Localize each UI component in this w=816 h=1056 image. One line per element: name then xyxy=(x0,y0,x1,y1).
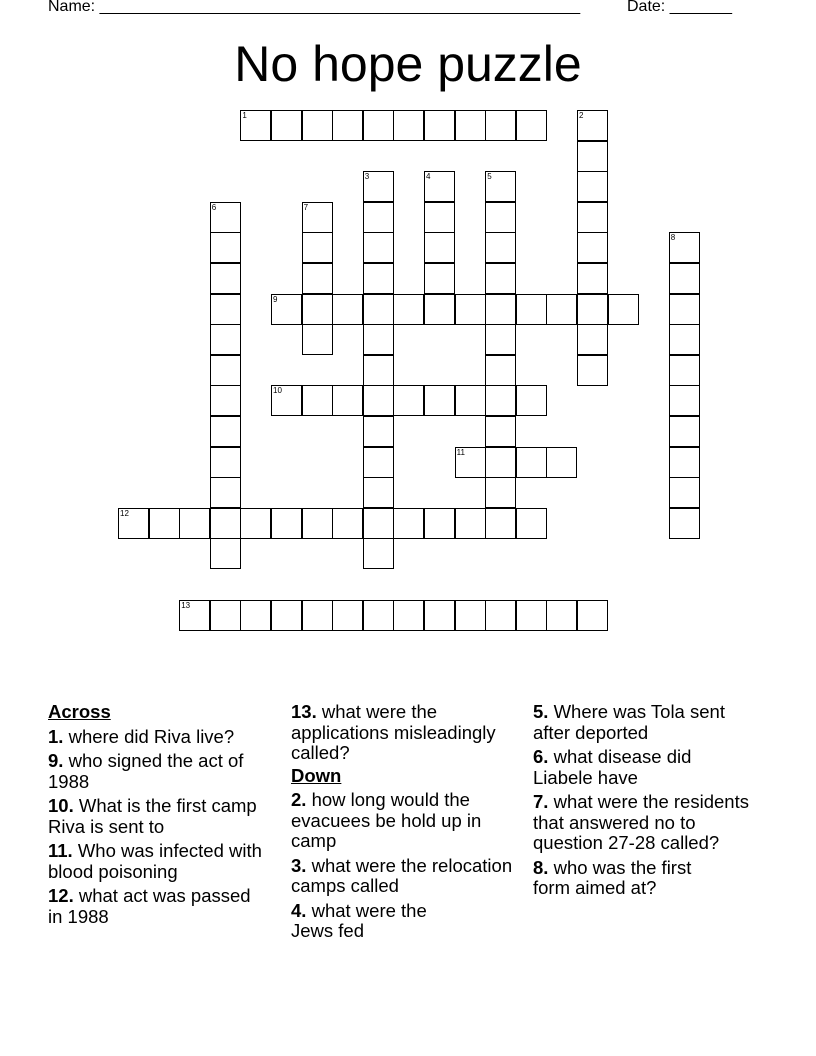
grid-cell[interactable] xyxy=(302,600,333,631)
grid-cell[interactable] xyxy=(485,477,516,508)
clue-text: what were the Jews fed xyxy=(291,899,427,941)
grid-cell[interactable] xyxy=(210,385,241,416)
clue-text: what were the residents that answered no to question 27-28 called? xyxy=(533,791,749,853)
grid-cell[interactable] xyxy=(302,232,333,263)
grid-cell[interactable] xyxy=(546,600,577,631)
header xyxy=(48,0,768,16)
clue-text: Who was infected with blood poisoning xyxy=(48,840,262,882)
grid-cell[interactable] xyxy=(363,355,394,386)
grid-cell[interactable] xyxy=(485,232,516,263)
grid-cell[interactable] xyxy=(485,385,516,416)
cell-number: 6 xyxy=(211,202,217,212)
grid-cell[interactable] xyxy=(485,600,516,631)
grid-cell[interactable] xyxy=(577,355,608,386)
grid-cell[interactable] xyxy=(516,294,547,325)
cell-number: 2 xyxy=(579,111,584,120)
grid-cell[interactable] xyxy=(485,447,516,478)
grid-cell[interactable] xyxy=(424,110,455,141)
cell-number: 7 xyxy=(303,202,309,212)
grid-cell[interactable] xyxy=(669,385,700,416)
grid-cell[interactable] xyxy=(210,447,241,478)
grid-cell[interactable] xyxy=(302,110,333,141)
grid-cell[interactable] xyxy=(393,110,424,141)
grid-cell[interactable] xyxy=(302,294,333,325)
puzzle-title: No hope puzzle xyxy=(234,36,582,92)
clue-across-1 xyxy=(48,727,268,748)
cell-number: 12 xyxy=(120,508,129,518)
down-heading: Down xyxy=(291,764,342,786)
grid-cell[interactable] xyxy=(516,600,547,631)
cell-number: 13 xyxy=(181,600,191,610)
grid-cell[interactable] xyxy=(577,202,608,233)
grid-cell[interactable] xyxy=(485,355,516,386)
grid-cell[interactable] xyxy=(363,263,394,294)
grid-cell[interactable] xyxy=(363,600,394,631)
grid-cell[interactable] xyxy=(485,324,516,355)
clue-number: 9. xyxy=(48,750,64,771)
grid-cell[interactable] xyxy=(424,202,455,233)
clue-across-13 xyxy=(291,702,527,764)
name-field[interactable]: Name: ______________________________________________________ xyxy=(48,0,581,15)
clues-column-3 xyxy=(533,702,765,903)
grid-cell[interactable] xyxy=(669,447,700,478)
grid-cell[interactable] xyxy=(455,600,486,631)
cell-number: 10 xyxy=(273,386,282,396)
grid-cell[interactable] xyxy=(424,600,455,631)
grid-cell[interactable] xyxy=(577,294,608,325)
grid-cell[interactable] xyxy=(363,232,394,263)
grid-cell[interactable] xyxy=(210,324,241,355)
grid-cell[interactable] xyxy=(210,294,241,325)
grid-cell[interactable] xyxy=(516,385,547,416)
grid-cell[interactable] xyxy=(516,508,547,539)
across-heading: Across xyxy=(48,701,111,722)
grid-cell[interactable] xyxy=(455,294,486,325)
grid-cell[interactable] xyxy=(363,202,394,233)
grid-cell[interactable] xyxy=(210,477,241,508)
grid-cell[interactable] xyxy=(577,171,608,202)
grid-cell[interactable] xyxy=(424,508,455,539)
grid-cell[interactable] xyxy=(363,110,394,141)
grid-cell[interactable] xyxy=(669,294,700,325)
grid-cell[interactable] xyxy=(332,294,363,325)
clue-across-11 xyxy=(48,841,268,882)
grid-cell[interactable] xyxy=(363,447,394,478)
clue-down-8 xyxy=(533,858,733,899)
grid-cell[interactable] xyxy=(210,538,241,569)
grid-cell[interactable] xyxy=(332,508,363,539)
cell-number: 1 xyxy=(242,111,247,120)
grid-cell[interactable] xyxy=(424,294,455,325)
grid-cell[interactable] xyxy=(577,600,608,631)
grid-cell[interactable] xyxy=(332,110,363,141)
grid-cell[interactable] xyxy=(210,416,241,447)
grid-cell[interactable] xyxy=(271,110,302,141)
clue-number: 8. xyxy=(533,856,549,878)
grid-cell[interactable] xyxy=(179,508,210,539)
clue-text: what act was passed in 1988 xyxy=(48,885,251,927)
grid-cell[interactable] xyxy=(363,385,394,416)
grid-cell[interactable] xyxy=(669,416,700,447)
grid-cell[interactable] xyxy=(608,294,639,325)
grid-cell[interactable] xyxy=(332,385,363,416)
clue-number: 1. xyxy=(48,725,64,747)
grid-cell[interactable] xyxy=(302,508,333,539)
clue-number: 5. xyxy=(533,701,549,722)
grid-cell[interactable] xyxy=(546,294,577,325)
grid-cell[interactable] xyxy=(669,263,700,294)
grid-cell[interactable] xyxy=(393,600,424,631)
grid-cell[interactable] xyxy=(302,324,333,355)
date-field[interactable]: Date: _______ xyxy=(627,0,732,15)
grid-cell[interactable] xyxy=(424,385,455,416)
cell-number: 4 xyxy=(426,172,431,182)
grid-cell[interactable] xyxy=(577,324,608,355)
clue-text: What is the first camp Riva is sent to xyxy=(48,795,257,837)
clue-across-9 xyxy=(48,751,268,792)
grid-cell[interactable] xyxy=(363,294,394,325)
clue-text: who signed the act of 1988 xyxy=(48,750,244,792)
clue-number: 7. xyxy=(533,791,549,812)
grid-cell[interactable] xyxy=(485,202,516,233)
clue-number: 10. xyxy=(48,795,74,816)
grid-cell[interactable] xyxy=(210,600,241,631)
grid-cell[interactable] xyxy=(393,508,424,539)
grid-cell[interactable] xyxy=(455,385,486,416)
grid-cell[interactable] xyxy=(669,324,700,355)
grid-cell[interactable] xyxy=(302,385,333,416)
clue-across-10 xyxy=(48,796,268,837)
grid-cell[interactable] xyxy=(669,355,700,386)
grid-cell[interactable] xyxy=(455,508,486,539)
grid-cell[interactable] xyxy=(363,508,394,539)
grid-cell[interactable] xyxy=(363,324,394,355)
clue-text: who was the first form aimed at? xyxy=(533,856,692,898)
clue-text: how long would the evacuees be hold up in camp xyxy=(291,789,482,851)
clue-across-12 xyxy=(48,886,268,927)
grid-cell[interactable] xyxy=(363,477,394,508)
grid-cell[interactable] xyxy=(424,232,455,263)
grid-cell[interactable] xyxy=(577,141,608,172)
grid-cell[interactable] xyxy=(669,508,700,539)
cell-number: 9 xyxy=(273,294,278,304)
grid-cell[interactable] xyxy=(485,508,516,539)
grid-cell[interactable] xyxy=(240,508,271,539)
grid-cell[interactable] xyxy=(210,263,241,294)
grid-cell[interactable] xyxy=(485,416,516,447)
grid-cell[interactable] xyxy=(210,232,241,263)
grid-cell[interactable] xyxy=(210,508,241,539)
grid-cell[interactable] xyxy=(302,263,333,294)
cell-number: 3 xyxy=(364,172,370,182)
clue-number: 13. xyxy=(291,701,317,722)
grid-cell[interactable] xyxy=(455,110,486,141)
grid-cell[interactable] xyxy=(516,110,547,141)
clue-down-2 xyxy=(291,790,527,852)
clue-text: what disease did Liabele have xyxy=(533,746,692,788)
clue-down-5 xyxy=(533,702,765,743)
clue-number: 6. xyxy=(533,746,549,767)
grid-cell[interactable] xyxy=(485,294,516,325)
grid-cell[interactable] xyxy=(485,263,516,294)
clue-down-4 xyxy=(291,901,461,942)
clues-column-1 xyxy=(48,702,268,931)
grid-cell[interactable] xyxy=(363,538,394,569)
clue-number: 2. xyxy=(291,789,307,810)
grid-cell[interactable] xyxy=(577,232,608,263)
clue-number: 12. xyxy=(48,885,74,906)
grid-cell[interactable] xyxy=(546,447,577,478)
clue-text: where did Riva live? xyxy=(63,725,235,747)
grid-cell[interactable] xyxy=(393,294,424,325)
grid-cell[interactable] xyxy=(332,600,363,631)
clue-down-6 xyxy=(533,747,723,788)
cell-number: 8 xyxy=(670,233,676,243)
clues-column-2 xyxy=(291,702,527,946)
clue-number: 4. xyxy=(291,899,307,921)
grid-cell[interactable] xyxy=(271,508,302,539)
grid-cell[interactable] xyxy=(363,416,394,447)
clue-down-3 xyxy=(291,856,527,897)
grid-cell[interactable] xyxy=(577,263,608,294)
grid-cell[interactable] xyxy=(271,600,302,631)
clue-number: 3. xyxy=(291,854,307,876)
grid-cell[interactable] xyxy=(149,508,180,539)
clue-text: what were the relocation camps called xyxy=(291,854,513,896)
clue-down-7 xyxy=(533,792,765,854)
grid-cell[interactable] xyxy=(210,355,241,386)
clue-text: what were the applications misleadingly called? xyxy=(291,701,496,763)
grid-cell[interactable] xyxy=(240,600,271,631)
grid-cell[interactable] xyxy=(669,477,700,508)
grid-cell[interactable] xyxy=(516,447,547,478)
grid-cell[interactable] xyxy=(485,110,516,141)
cell-number: 11 xyxy=(456,447,465,457)
cell-number: 5 xyxy=(487,172,492,182)
clue-text: Where was Tola sent after deported xyxy=(533,701,725,743)
grid-cell[interactable] xyxy=(424,263,455,294)
grid-cell[interactable] xyxy=(393,385,424,416)
clue-number: 11. xyxy=(48,840,73,861)
